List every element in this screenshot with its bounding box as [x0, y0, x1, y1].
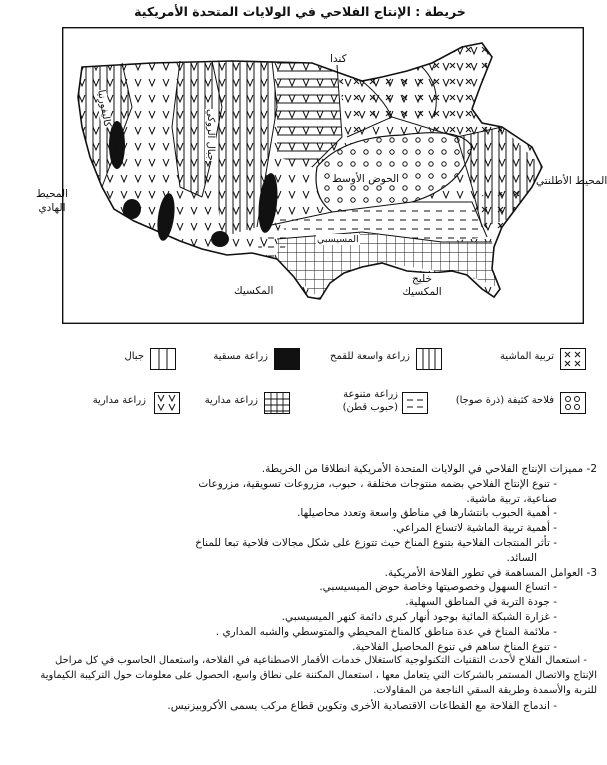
section-3-line: - تنوع المناخ ساهم في تنوع المحاصيل الفلاحية.	[352, 640, 557, 653]
section-2-line: - تأثر المنتجات الفلاحية بتنوع المناخ حيث تتوزع على شكل مجالات فلاحية تبعا للمناخ	[195, 536, 557, 549]
section-3-line: - ملائمة المناخ في عدة مناطق كالمناخ المحيطي والمتوسطي والشبه المداري .	[215, 625, 557, 638]
map-title: خريطة : الإنتاج الفلاحي في الولايات المتحدة الأمريكية	[134, 4, 466, 19]
section-2-line: - أهمية تربية الماشية لاتساع المراعي.	[392, 522, 557, 535]
pattern-v-icon	[154, 392, 180, 414]
label-mexico: المكسيك	[234, 285, 274, 297]
section-3-line: - اتساع السهول وخصوصيتها وخاصة حوض الميسيسبي.	[319, 581, 557, 594]
legend-item-irrigated: زراعة مسقية	[210, 348, 304, 372]
label-canada: كندا	[330, 53, 347, 65]
legend-item-cattle: تربية الماشية	[504, 348, 600, 372]
label-rockies: جبال الروكي	[205, 109, 216, 161]
legend-item-diverse: زراعة متنوعة (حبوب قطن)	[328, 392, 452, 416]
pattern-vlines2-icon	[150, 348, 176, 370]
usa-agriculture-map	[35, 27, 607, 324]
section-3-line: - استعمال الفلاح لأحدث التقنيات التكنولوجية كاستغلال خدمات الأقمار الاصطناعية في الفلاحة، واستعمال الحاسوب في كل مراحل	[55, 655, 587, 667]
legend-item-tropical-grid: زراعة مدارية	[200, 392, 304, 416]
section-2-line: - أهمية الحبوب بانتشارها في مناطق واسعة وتعدد محاصيلها.	[297, 507, 557, 520]
legend-item-wheat: زراعة واسعة للقمح	[328, 348, 458, 372]
section-3-line: - غزارة الشبكة المائية بوجود أنهار كبرى دائمة كنهر الميسيسبي.	[281, 610, 557, 623]
label-mississippi: المسيسبي	[317, 234, 359, 245]
label-gulf-mexico: خليج المكسيك	[392, 273, 452, 299]
legend-item-mountains: جبال	[118, 348, 188, 372]
label-atlantic: المحيط الأطلنتي	[536, 175, 607, 187]
pattern-vlines-icon	[416, 348, 442, 370]
legend-item-dense: فلاحة كثيفة (ذرة صوجا)	[438, 392, 600, 416]
section-3-line: - جودة التربة في المناطق السهلية.	[405, 596, 557, 609]
label-middle-basin: الحوض الأوسط	[332, 173, 400, 185]
pattern-circles-icon	[560, 392, 586, 414]
section-3-line: - اندماج الفلاحة مع القطاعات الاقتصادية الأخرى وتكوين قطاع مركب يسمى الأكروبيزنيس.	[167, 699, 557, 712]
pattern-grid-icon	[264, 392, 290, 414]
pattern-x-icon	[560, 348, 586, 370]
label-california: كاليفورنيا	[95, 89, 113, 129]
map-legend	[0, 340, 600, 420]
answer-text	[0, 462, 597, 714]
section-3-title: 3- العوامل المساهمة في تطور الفلاحة الأمريكية.	[384, 566, 597, 579]
section-2-line: صناعية، تربية ماشية.	[466, 492, 557, 505]
section-2-title: 2- مميزات الإنتاج الفلاحي في الولايات المتحدة الأمريكية انطلاقا من الخريطة.	[261, 463, 597, 475]
section-3-line: الإنتاج والاتصال المستمر بالشركات التي يتعامل معها ، استعمال المكننة على نطاق واسع، الحصول على معلومات حول التركيبة الكيماوية	[40, 670, 597, 682]
pattern-dashes-icon	[402, 392, 428, 414]
section-2-line: السائد.	[506, 551, 537, 564]
label-pacific: المحيط الهادي	[35, 188, 69, 214]
pattern-black-icon	[274, 348, 300, 370]
section-3-line: للتربة والأسمدة وطريقة السقي الناجعة من المقاولات.	[373, 684, 597, 696]
irrigated-newmexico	[211, 231, 229, 247]
legend-item-tropical-v: زراعة مدارية	[90, 392, 188, 416]
section-2-line: - تنوع الإنتاج الفلاحي بضمه منتوجات مختلفة ، حبوب، مزروعات تسويقية، مزروعات	[198, 477, 557, 490]
